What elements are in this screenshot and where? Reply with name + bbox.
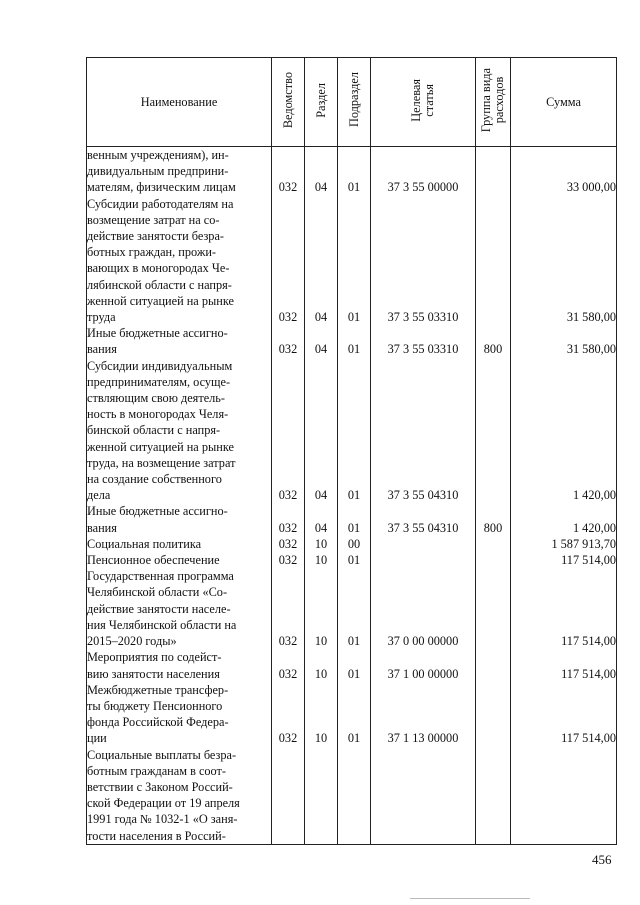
row-name-line: лябинской области с напря-	[87, 277, 232, 292]
row-gruppa	[476, 147, 511, 196]
row-celevaya: 37 0 00 00000	[371, 568, 476, 649]
row-name-line: Государственная программа	[87, 569, 234, 584]
row-name-line: вания	[87, 520, 117, 535]
row-gruppa	[476, 196, 511, 326]
row-name-line: вания	[87, 342, 117, 357]
row-sum: 1 420,00	[511, 503, 617, 535]
row-name-line: вающих в моногородах Че-	[87, 261, 230, 276]
scan-artifact-line	[410, 898, 530, 899]
row-podrazdel: 01	[338, 503, 371, 535]
row-name-line: ствляющим свою деятель-	[87, 391, 225, 406]
row-ved: 032	[272, 649, 305, 681]
row-ved: 032	[272, 325, 305, 357]
row-razdel	[305, 747, 338, 845]
row-celevaya	[371, 747, 476, 845]
row-name-line: Субсидии индивидуальным	[87, 358, 233, 373]
row-name-line: труда, на возмещение затрат	[87, 455, 236, 470]
row-gruppa: 800	[476, 503, 511, 535]
row-name	[87, 568, 272, 649]
row-name-line: ность в моногородах Челя-	[87, 407, 229, 422]
header-name: Наименование	[87, 58, 272, 147]
row-name-line: ботных граждан, прожи-	[87, 245, 217, 260]
row-name-line: 2015–2020 годы»	[87, 634, 177, 649]
header-row	[87, 58, 617, 147]
row-podrazdel: 01	[338, 552, 371, 568]
row-name-line: ботным гражданам в соот-	[87, 763, 227, 778]
row-celevaya	[371, 552, 476, 568]
row-name-line: действие занятости безра-	[87, 229, 225, 244]
row-name-line: женной ситуацией на рынке	[87, 439, 234, 454]
row-name-line: венным учреждениям), ин-	[87, 148, 229, 162]
row-razdel: 04	[305, 325, 338, 357]
row-name-line: женной ситуацией на рынке	[87, 293, 234, 308]
row-name-line: бинской области с напря-	[87, 423, 221, 438]
row-name-line: ции	[87, 731, 107, 746]
header-ved: Ведомство	[272, 58, 305, 147]
row-name-line: Иные бюджетные ассигно-	[87, 326, 228, 341]
row-name-line: ты бюджету Пенсионного	[87, 698, 223, 713]
row-celevaya: 37 3 55 03310	[371, 196, 476, 326]
row-name-line: действие занятости населе-	[87, 601, 231, 616]
row-name-line: мателям, физическим лицам	[87, 180, 236, 195]
row-name-line: Межбюджетные трансфер-	[87, 682, 229, 697]
row-name-line: Челябинской области «Со-	[87, 585, 228, 600]
header-celevaya: Целевая статья	[371, 58, 476, 147]
row-podrazdel: 01	[338, 325, 371, 357]
row-name-line: Иные бюджетные ассигно-	[87, 504, 228, 519]
row-celevaya: 37 1 00 00000	[371, 649, 476, 681]
row-ved	[272, 747, 305, 845]
row-celevaya: 37 3 55 04310	[371, 358, 476, 504]
row-celevaya: 37 3 55 04310	[371, 503, 476, 535]
row-podrazdel: 00	[338, 536, 371, 552]
row-name-line: вию занятости населения	[87, 666, 220, 681]
row-name-line: 1991 года № 1032-1 «О заня-	[87, 812, 238, 827]
row-sum: 117 514,00	[511, 649, 617, 681]
budget-table	[86, 57, 617, 845]
row-ved: 032	[272, 682, 305, 747]
row-name-line: возмещение затрат на со-	[87, 212, 220, 227]
row-celevaya: 37 3 55 00000	[371, 147, 476, 196]
row-name-line: труда	[87, 310, 116, 325]
row-name-line: дивидуальным предприни-	[87, 164, 229, 179]
row-gruppa	[476, 682, 511, 747]
row-name-line: фонда Российской Федера-	[87, 715, 229, 730]
row-gruppa	[476, 552, 511, 568]
row-sum: 117 514,00	[511, 682, 617, 747]
table-row	[87, 325, 617, 357]
row-ved: 032	[272, 196, 305, 326]
row-razdel: 10	[305, 682, 338, 747]
row-ved: 032	[272, 147, 305, 196]
row-name	[87, 325, 272, 357]
row-name	[87, 358, 272, 504]
row-razdel: 04	[305, 196, 338, 326]
row-razdel: 10	[305, 649, 338, 681]
row-razdel: 10	[305, 568, 338, 649]
table-row	[87, 649, 617, 681]
header-razdel: Раздел	[305, 58, 338, 147]
header-summa: Сумма	[511, 58, 617, 147]
row-name-line: Социальные выплаты безра-	[87, 747, 237, 762]
row-name-line: Мероприятия по содейст-	[87, 650, 222, 665]
row-name-line: тости населения в Россий-	[87, 828, 226, 843]
table-row	[87, 196, 617, 326]
table-row	[87, 552, 617, 568]
row-podrazdel: 01	[338, 649, 371, 681]
row-gruppa	[476, 568, 511, 649]
header-gruppa: Группа вида расходов	[476, 58, 511, 147]
row-name-line: предпринимателям, осуще-	[87, 374, 231, 389]
row-sum: 31 580,00	[511, 196, 617, 326]
row-razdel: 10	[305, 536, 338, 552]
table-row	[87, 147, 617, 196]
row-name	[87, 682, 272, 747]
table-row	[87, 747, 617, 845]
row-name-line: ния Челябинской области на	[87, 617, 237, 632]
table-row	[87, 568, 617, 649]
table-body	[87, 147, 617, 845]
row-name	[87, 503, 272, 535]
row-sum: 31 580,00	[511, 325, 617, 357]
row-name	[87, 747, 272, 845]
row-sum: 117 514,00	[511, 568, 617, 649]
row-gruppa	[476, 649, 511, 681]
row-gruppa	[476, 747, 511, 845]
row-sum	[511, 747, 617, 845]
row-podrazdel	[338, 747, 371, 845]
table-row	[87, 358, 617, 504]
row-celevaya: 37 1 13 00000	[371, 682, 476, 747]
row-gruppa: 800	[476, 325, 511, 357]
row-ved: 032	[272, 358, 305, 504]
table-row	[87, 536, 617, 552]
row-gruppa	[476, 536, 511, 552]
row-podrazdel: 01	[338, 358, 371, 504]
row-celevaya	[371, 536, 476, 552]
row-podrazdel: 01	[338, 196, 371, 326]
page-number: 456	[592, 852, 612, 867]
row-name	[87, 552, 272, 568]
row-sum: 33 000,00	[511, 147, 617, 196]
table-row	[87, 682, 617, 747]
row-sum: 1 420,00	[511, 358, 617, 504]
row-sum: 1 587 913,70	[511, 536, 617, 552]
row-name-line: дела	[87, 488, 111, 503]
row-ved: 032	[272, 503, 305, 535]
row-razdel: 04	[305, 358, 338, 504]
row-name-line: Пенсионное обеспечение	[87, 553, 220, 568]
row-ved: 032	[272, 536, 305, 552]
row-name	[87, 196, 272, 326]
header-podrazdel: Подраздел	[338, 58, 371, 147]
row-ved: 032	[272, 568, 305, 649]
row-razdel: 04	[305, 503, 338, 535]
row-name-line: Субсидии работодателям на	[87, 196, 234, 211]
row-name-line: на создание собственного	[87, 472, 222, 487]
row-name-line: ветствии с Законом Россий-	[87, 779, 233, 794]
row-name-line: ской Федерации от 19 апреля	[87, 796, 240, 811]
row-sum: 117 514,00	[511, 552, 617, 568]
row-podrazdel: 01	[338, 682, 371, 747]
row-name	[87, 147, 272, 196]
row-podrazdel: 01	[338, 147, 371, 196]
row-ved: 032	[272, 552, 305, 568]
table-row	[87, 503, 617, 535]
row-podrazdel: 01	[338, 568, 371, 649]
row-name	[87, 649, 272, 681]
row-name-line: Социальная политика	[87, 536, 202, 551]
row-name	[87, 536, 272, 552]
row-gruppa	[476, 358, 511, 504]
row-razdel: 04	[305, 147, 338, 196]
row-celevaya: 37 3 55 03310	[371, 325, 476, 357]
row-razdel: 10	[305, 552, 338, 568]
